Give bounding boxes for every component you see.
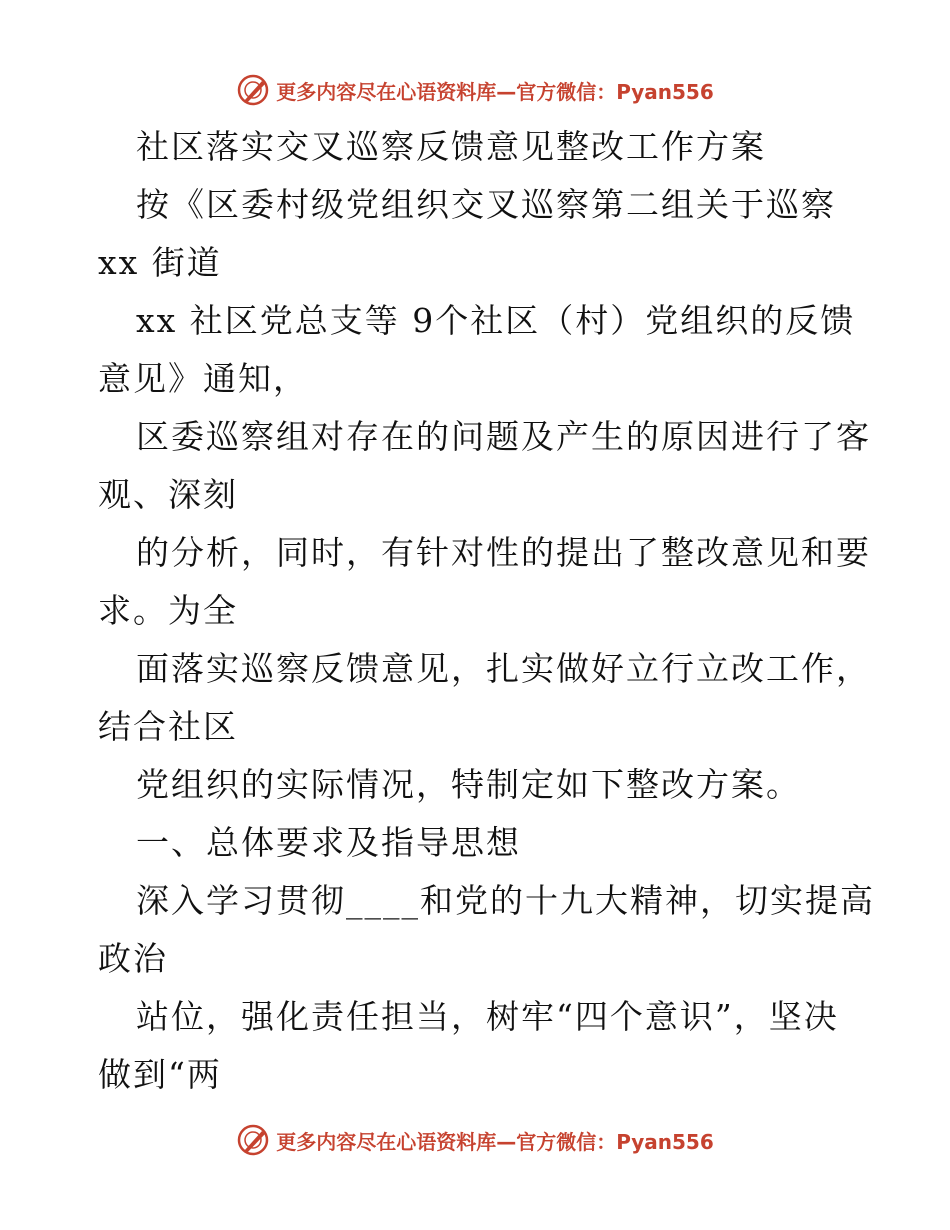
- text-line: 社区落实交叉巡察反馈意见整改工作方案: [136, 127, 766, 166]
- footer-watermark: [0, 1120, 950, 1160]
- text-line: 观、深刻: [98, 475, 238, 514]
- text-line: 面落实巡察反馈意见，扎实做好立行立改工作，: [136, 649, 871, 688]
- text-line: 的分析，同时，有针对性的提出了整改意见和要: [136, 533, 871, 572]
- pen-logo-icon: [236, 1123, 270, 1157]
- header-watermark: [0, 70, 950, 110]
- text-line: 深入学习贯彻____和党的十九大精神，切实提高: [136, 881, 875, 920]
- document-body: [98, 118, 875, 1104]
- text-line: 站位，强化责任担当，树牢“四个意识”，坚决: [136, 997, 839, 1036]
- watermark-text: 更多内容尽在心语资料库—官方微信：Pyan556: [276, 1129, 714, 1154]
- text-line: 区委巡察组对存在的问题及产生的原因进行了客: [136, 417, 871, 456]
- text-line: xx 社区党总支等 9个社区（村）党组织的反馈: [136, 301, 856, 340]
- text-line: 做到“两: [98, 1055, 222, 1094]
- text-line: 意见》通知，: [98, 359, 308, 398]
- text-line: xx 街道: [98, 243, 222, 282]
- text-line: 按《区委村级党组织交叉巡察第二组关于巡察: [136, 185, 836, 224]
- text-line: 政治: [98, 939, 168, 978]
- text-line: 求。为全: [98, 591, 238, 630]
- pen-logo-icon: [236, 73, 270, 107]
- text-line: 党组织的实际情况，特制定如下整改方案。: [136, 765, 801, 804]
- watermark-text: 更多内容尽在心语资料库—官方微信：Pyan556: [276, 79, 714, 104]
- text-line: 一、总体要求及指导思想: [136, 823, 521, 862]
- text-line: 结合社区: [98, 707, 238, 746]
